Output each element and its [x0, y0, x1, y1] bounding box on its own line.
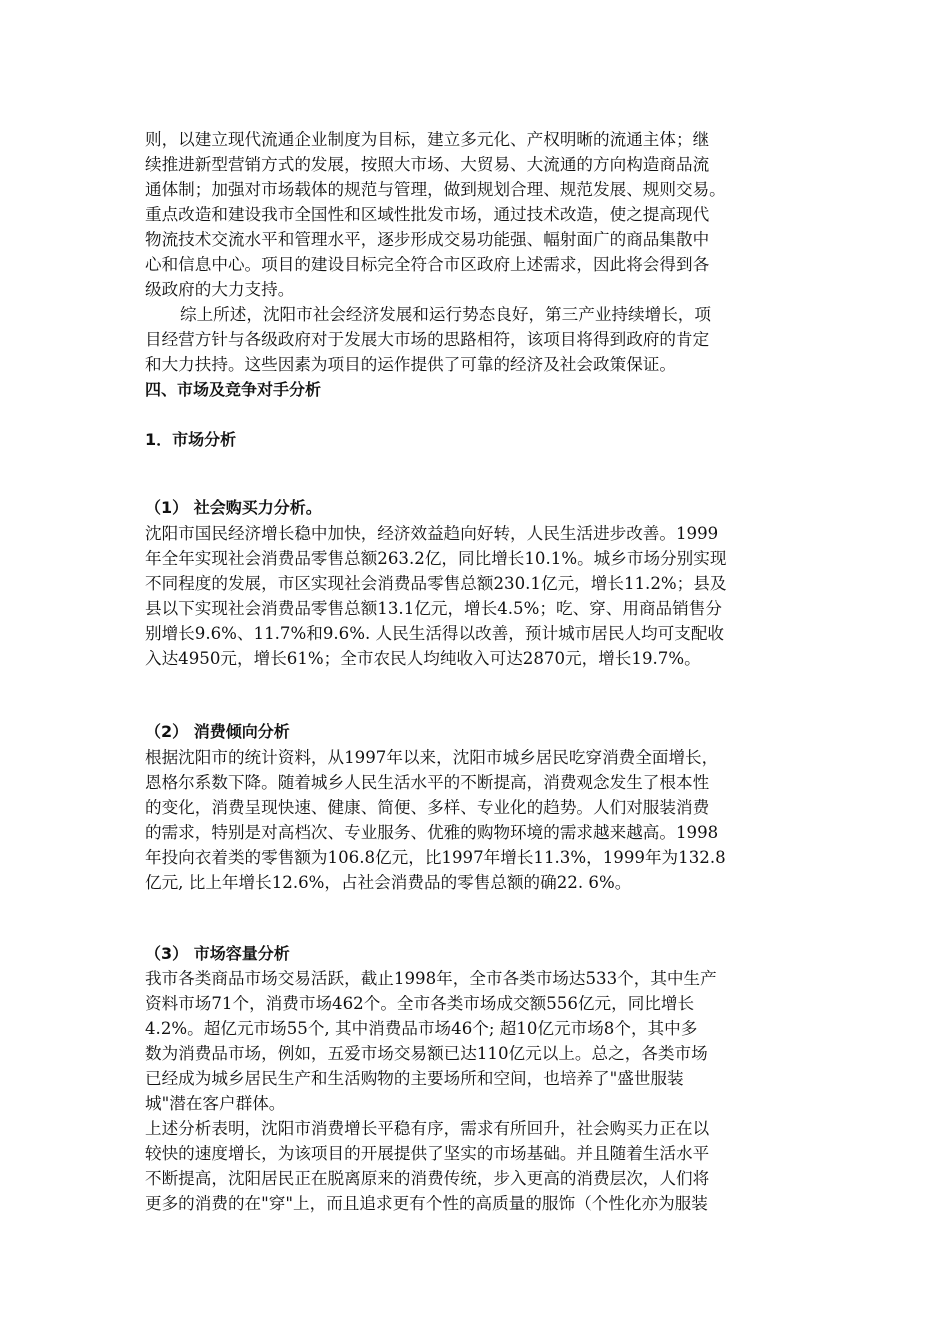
- text-line: 根据沈阳市的统计资料，从1997年以来，沈阳市城乡居民吃穿消费全面增长，: [145, 748, 719, 767]
- section-heading: 四、市场及竞争对手分析: [145, 380, 322, 399]
- text-line: 较快的速度增长，为该项目的开展提供了坚实的市场基础。并且随着生活水平: [145, 1144, 710, 1163]
- text-line: 入达4950元，增长61%；全市农民人均纯收入可达2870元，增长19.7%。: [145, 649, 701, 668]
- text-line: 重点改造和建设我市全国性和区域性批发市场，通过技术改造，使之提高现代: [145, 205, 710, 224]
- text-line: 年投向衣着类的零售额为106.8亿元，比1997年增长11.3%，1999年为132.8: [145, 848, 726, 867]
- text-line: 级政府的大力支持。: [145, 280, 295, 299]
- text-line: 更多的消费的在"穿"上，而且追求更有个性的高质量的服饰（个性化亦为服装: [145, 1194, 708, 1213]
- text-line: 物流技术交流水平和管理水平，逐步形成交易功能强、幅射面广的商品集散中: [145, 230, 710, 249]
- text-line: 综上所述，沈阳市社会经济发展和运行势态良好，第三产业持续增长，项: [180, 305, 711, 324]
- text-line: 则，以建立现代流通企业制度为目标，建立多元化、产权明晰的流通主体；继: [145, 130, 710, 149]
- text-line: 资料市场71个，消费市场462个。全市各类市场成交额556亿元，同比增长: [145, 994, 695, 1013]
- text-line: 恩格尔系数下降。随着城乡人民生活水平的不断提高，消费观念发生了根本性: [145, 773, 710, 792]
- text-line: 已经成为城乡居民生产和生活购物的主要场所和空间，也培养了"盛世服装: [145, 1069, 684, 1088]
- text-line: 和大力扶持。这些因素为项目的运作提供了可靠的经济及社会政策保证。: [145, 355, 676, 374]
- text-line: 年全年实现社会消费品零售总额263.2亿，同比增长10.1%。城乡市场分别实现: [145, 549, 727, 568]
- section-title: （1） 社会购买力分析。: [145, 498, 322, 517]
- text-line: 目经营方针与各级政府对于发展大市场的思路相符，该项目将得到政府的肯定: [145, 330, 710, 349]
- section-title: （3） 市场容量分析: [145, 944, 290, 963]
- text-line: 我市各类商品市场交易活跃，截止1998年，全市各类市场达533个，其中生产: [145, 969, 717, 988]
- text-line: 亿元, 比上年增长12.6%，占社会消费品的零售总额的确22. 6%。: [145, 873, 632, 892]
- text-line: 上述分析表明，沈阳市消费增长平稳有序，需求有所回升，社会购买力正在以: [145, 1119, 710, 1138]
- text-line: 续推进新型营销方式的发展，按照大市场、大贸易、大流通的方向构造商品流: [145, 155, 710, 174]
- text-line: 县以下实现社会消费品零售总额13.1亿元，增长4.5%；吃、穿、用商品销售分: [145, 599, 722, 618]
- subsection-heading: 1．市场分析: [145, 430, 237, 449]
- section-title: （2） 消费倾向分析: [145, 722, 290, 741]
- text-line: 数为消费品市场，例如，五爱市场交易额已达110亿元以上。总之，各类市场: [145, 1044, 708, 1063]
- text-line: 的变化，消费呈现快速、健康、简便、多样、专业化的趋势。人们对服装消费: [145, 798, 710, 817]
- text-line: 通体制；加强对市场载体的规范与管理，做到规划合理、规范发展、规则交易。: [145, 180, 726, 199]
- text-line: 不断提高，沈阳居民正在脱离原来的消费传统，步入更高的消费层次，人们将: [145, 1169, 710, 1188]
- text-line: 4.2%。超亿元市场55个, 其中消费品市场46个; 超10亿元市场8个，其中多: [145, 1019, 698, 1038]
- text-line: 不同程度的发展，市区实现社会消费品零售总额230.1亿元，增长11.2%；县及: [145, 574, 727, 593]
- text-line: 别增长9.6%、11.7%和9.6%. 人民生活得以改善，预计城市居民人均可支配收: [145, 624, 725, 643]
- text-line: 沈阳市国民经济增长稳中加快，经济效益趋向好转，人民生活进步改善。1999: [145, 524, 719, 543]
- text-line: 心和信息中心。项目的建设目标完全符合市区政府上述需求，因此将会得到各: [145, 255, 710, 274]
- text-line: 的需求，特别是对高档次、专业服务、优雅的购物环境的需求越来越高。1998: [145, 823, 719, 842]
- text-line: 城"潜在客户群体。: [145, 1094, 286, 1113]
